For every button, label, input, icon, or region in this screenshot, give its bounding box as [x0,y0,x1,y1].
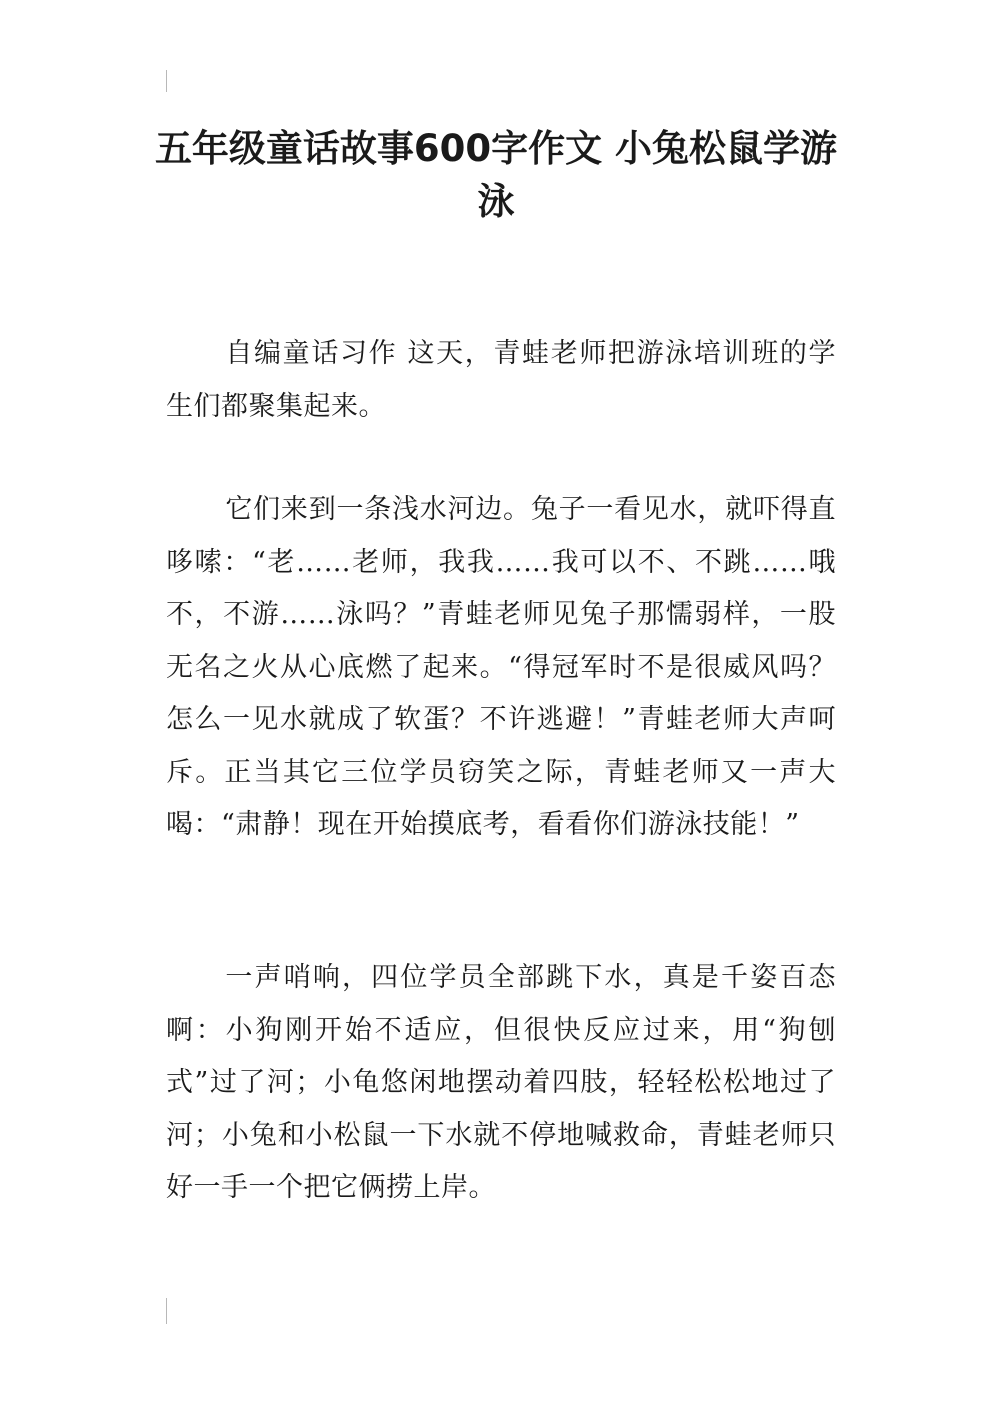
paragraph-1: 自编童话习作 这天，青蛙老师把游泳培训班的学生们都聚集起来。 [166,338,836,422]
paragraph-2: 它们来到一条浅水河边。兔子一看见水，就吓得直哆嗦：“老……老师，我我……我可以不、不跳……哦不，不游……泳吗？”青蛙老师见兔子那懦弱样，一股无名之火从心底燃了起来。“得冠军时不是很威风吗？怎么一见水就成了软蛋？不许逃避！”青蛙老师大声呵斥。正当其它三位学员窃笑之际，青蛙老师又一声大喝：“肃静！现在开始摸底考，看看你们游泳技能！” [166,494,836,840]
paragraph-3: 一声哨响，四位学员全部跳下水，真是千姿百态啊：小狗刚开始不适应，但很快反应过来，用“狗刨式”过了河；小龟悠闲地摆动着四肢，轻轻松松地过了河；小兔和小松鼠一下水就不停地喊救命，青蛙老师只好一手一个把它俩捞上岸。 [166,962,836,1203]
page-margin-mark-top [166,70,167,92]
page-margin-mark-bottom [166,1298,167,1324]
document-title: 五年级童话故事600字作文 小兔松鼠学游泳 [154,127,838,223]
